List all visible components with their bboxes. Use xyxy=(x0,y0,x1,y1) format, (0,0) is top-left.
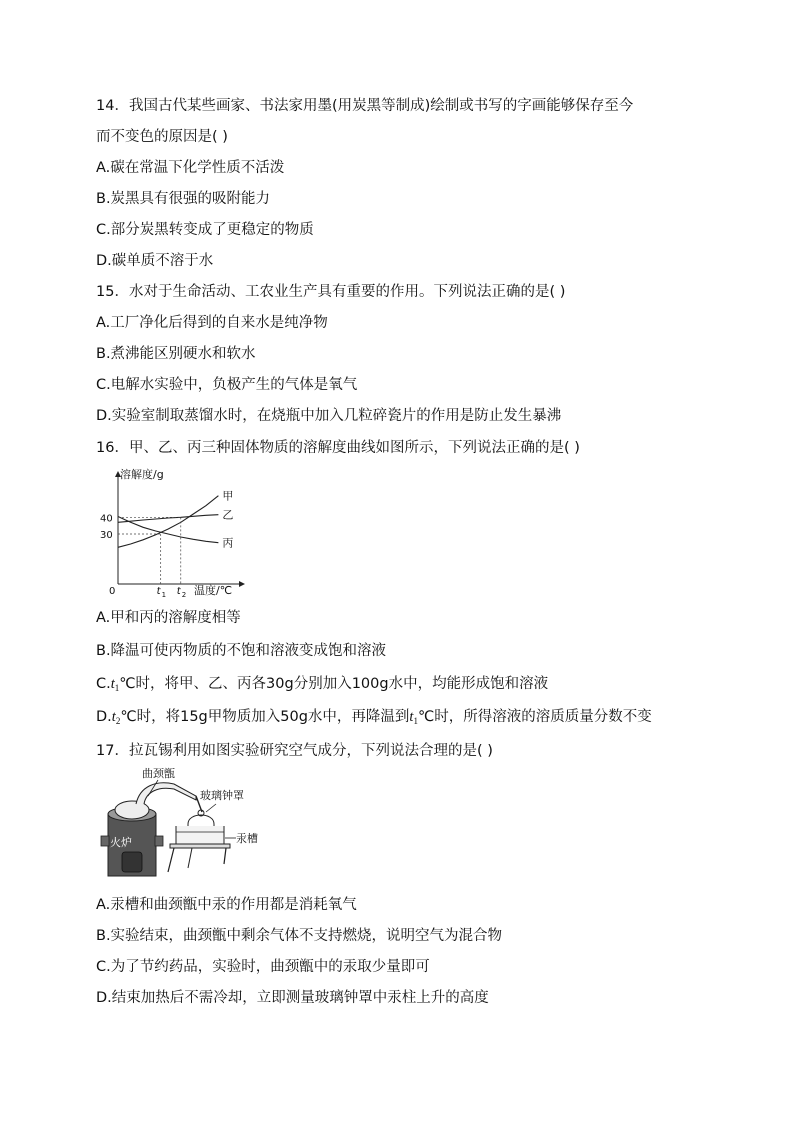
retort xyxy=(115,783,202,819)
q17-option-a: A.汞槽和曲颈甑中汞的作用都是消耗氧气 xyxy=(96,897,357,913)
q15-option-c: C.电解水实验中，负极产生的气体是氧气 xyxy=(96,377,358,393)
bell-jar-assembly xyxy=(168,810,230,872)
series-label-3: 丙 xyxy=(222,536,234,550)
q16-option-b: B.降温可使丙物质的不饱和溶液变成饱和溶液 xyxy=(96,643,387,659)
origin-label: 0 xyxy=(109,586,116,597)
series-label-1: 甲 xyxy=(222,489,234,503)
q14-option-d: D.碳单质不溶于水 xyxy=(96,253,214,269)
furnace-label: 火炉 xyxy=(110,836,132,849)
q14-option-c: C.部分炭黑转变成了更稳定的物质 xyxy=(96,222,314,238)
y-tick-label-40: 40 xyxy=(100,513,113,525)
x-tick-sub-1: 1 xyxy=(161,591,167,599)
solubility-chart xyxy=(96,462,246,600)
q16-option-a: A.甲和丙的溶解度相等 xyxy=(96,610,241,626)
q15-stem: 15．水对于生命活动、工农业生产具有重要的作用。下列说法正确的是( ) xyxy=(96,284,566,300)
q16-option-d: $D.t_2℃$时，将15g甲物质加入50g水中，再降温到$t_1℃$时，所得溶液的溶质质量分数不变 xyxy=(96,709,652,726)
q17-stem: 17．拉瓦锡利用如图实验研究空气成分，下列说法合理的是( ) xyxy=(96,743,493,759)
bell-jar-label: 玻璃钟罩 xyxy=(200,789,244,802)
q15-option-b: B.煮沸能区别硬水和软水 xyxy=(96,346,256,362)
q16-stem: 16．甲、乙、丙三种固体物质的溶解度曲线如图所示，下列说法正确的是( ) xyxy=(96,440,580,456)
y-axis-label: 溶解度/g xyxy=(120,468,164,481)
q15-option-d: D.实验室制取蒸馏水时，在烧瓶中加入几粒碎瓷片的作用是防止发生暴沸 xyxy=(96,408,562,424)
q16-option-c: $C.t_1℃$时，将甲、乙、丙各30g分别加入100g水中，均能形成饱和溶液 xyxy=(96,676,549,693)
lavoisier-apparatus-figure xyxy=(96,766,266,884)
q17-option-c: C.为了节约药品，实验时，曲颈甑中的汞取少量即可 xyxy=(96,959,430,975)
series-curve-2 xyxy=(118,515,218,523)
q17-option-d: D.结束加热后不需冷却，立即测量玻璃钟罩中汞柱上升的高度 xyxy=(96,990,489,1006)
x-tick-label-t2: t xyxy=(176,586,181,597)
x-tick-sub-2: 2 xyxy=(181,591,187,599)
mercury-trough-label: 汞槽 xyxy=(236,832,258,845)
retort-label: 曲颈甑 xyxy=(142,767,175,780)
x-tick-label-t1: t xyxy=(156,586,161,597)
y-tick-label-30: 30 xyxy=(100,530,113,541)
q14-option-a: A.碳在常温下化学性质不活泼 xyxy=(96,160,285,176)
q17-option-b: B.实验结束，曲颈甑中剩余气体不支持燃烧，说明空气为混合物 xyxy=(96,928,503,944)
x-axis-label: 温度/℃ xyxy=(194,584,233,597)
q14-stem-line2: 而不变色的原因是( ) xyxy=(96,129,228,145)
series-label-2: 乙 xyxy=(222,508,234,522)
q15-option-a: A.工厂净化后得到的自来水是纯净物 xyxy=(96,315,328,331)
q14-stem-line1: 14．我国古代某些画家、书法家用墨(用炭黑等制成)绘制或书写的字画能够保存至今 xyxy=(96,98,634,114)
q14-option-b: B.炭黑具有很强的吸附能力 xyxy=(96,191,271,207)
